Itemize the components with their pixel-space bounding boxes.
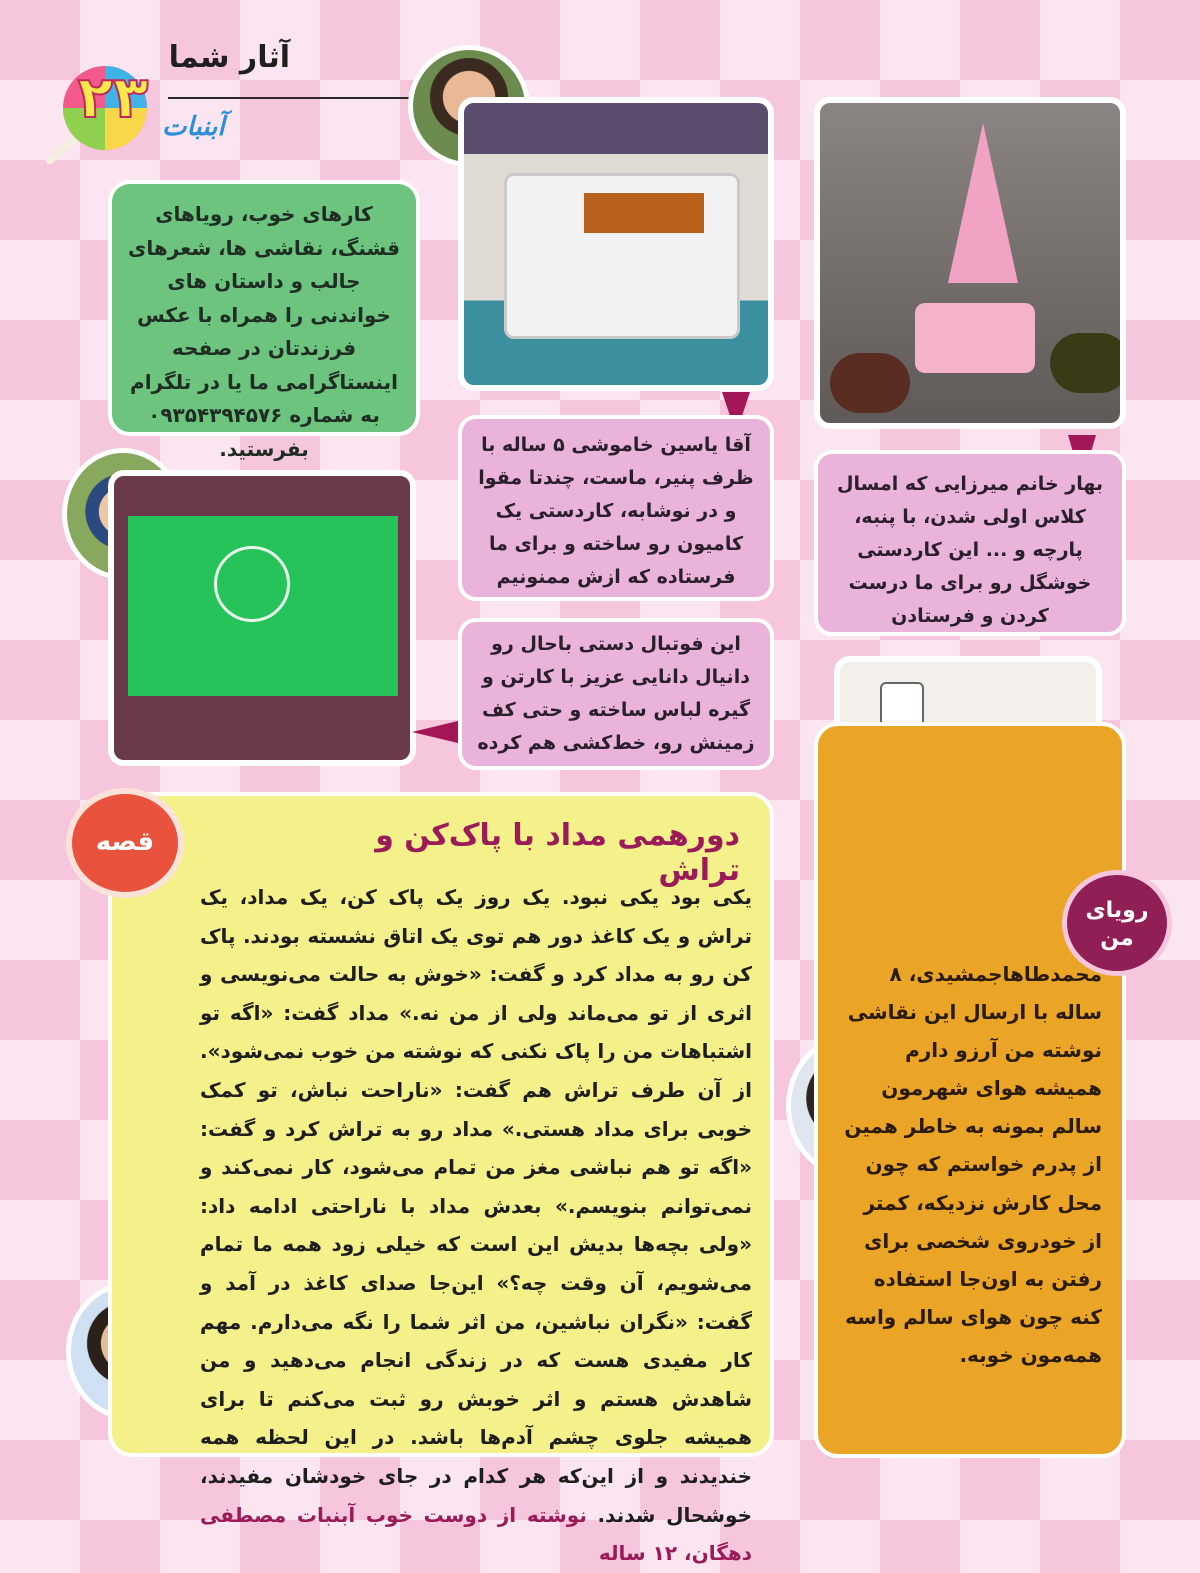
caption-bahar: بهار خانم میرزایی که امسال کلاس اولی شدن، با پنبه، پارچه و ... این کاردستی خوشگل رو برای ما درست کردن و فرستادن xyxy=(814,450,1126,636)
story-body xyxy=(200,878,752,1573)
page-number: ۲۳ xyxy=(77,63,149,131)
dream-text: محمدطاهاجمشیدی، ۸ ساله با ارسال این نقاشی نوشته من آرزو دارم همیشه هوای شهرمون سالم بمونه به خاطر همین از پدرم خواستم که چون محل کارش نزدیکه، کمتر از خودروی شخصی برای رفتن به اون‌جا استفاده کنه چون هوای سالم واسه همه‌مون خوبه. xyxy=(844,962,1102,1367)
submission-info-box: کارهای خوب، رویاهای قشنگ، نقاشی ها، شعرهای جالب و داستان های خواندنی را همراه با عکس فرزندتان در صفحه اینستاگرامی ما یا در تلگرام به شماره ۰۹۳۵۴۳۹۴۵۷۶ بفرستید. xyxy=(108,180,420,436)
dream-badge: رویای من xyxy=(1062,870,1172,976)
caption-daniyal: این فوتبال دستی باحال رو دانیال دانایی عزیز با کارتن و گیره لباس ساخته و حتی کف زمینش رو، خط‌کشی هم کرده xyxy=(458,618,774,770)
section-title: آثار شما xyxy=(168,40,290,75)
bubble-tail xyxy=(412,720,462,744)
story-author: نوشته از دوست خوب آبنبات مصطفی دهگان، ۱۲ ساله xyxy=(200,1502,752,1566)
story-text: یکی بود یکی نبود. یک روز یک پاک کن، یک مداد، یک تراش و یک کاغذ دور هم توی یک اتاق نشسته بودند. پاک کن رو به مداد کرد و گفت: «خوش به حالت می‌نویسی و اثری از تو می‌ماند ولی از من نه.» مداد گفت: «اگه تو اشتباهات من را پاک نکنی که نوشته من خوب نمی‌شود». از آن طرف تراش هم گفت: «ناراحت نباش، تو کمک خوبی برای مداد هستی.» مداد رو به تراش کرد و گفت: «اگه تو هم نباشی مغز من تمام می‌شود، کار نمی‌کند و نمی‌توانم بنویسم.» بعدش مداد با ناراحتی ادامه داد: «ولی بچه‌ها بدیش این است که خیلی زود همه ما تمام می‌شویم، آن وقت چه؟» این‌جا صدای کاغذ در آمد و گفت: «نگران نباشین، من اثر شما را نگه می‌دارم. مهم کار مفیدی هست که در زندگی انجام می‌دهید و من شاهدش هستم و اثر خوبش رو ثبت می‌کنم تا برای همیشه جلوی چشم آدم‌ها باشد. در این لحظه همه خندیدند و از این‌که هر کدام در جای خودشان مفیدند، خوشحال شدند. xyxy=(200,885,753,1527)
caption-yasin: آقا یاسین خاموشی ۵ ساله با ظرف پنیر، ماست، چندتا مقوا و در نوشابه، کاردستی یک کامیون رو ساخته و برای ما فرستاده که ازش ممنونیم xyxy=(458,415,774,601)
story-badge: قصه xyxy=(66,788,184,898)
foosball-craft-photo xyxy=(108,470,416,766)
brand-logo: آبنبات xyxy=(162,112,225,142)
doll-craft-photo xyxy=(814,97,1126,429)
title-divider xyxy=(168,97,418,99)
truck-craft-photo xyxy=(458,97,774,391)
story-title: دورهمی مداد با پاک‌کن و تراش xyxy=(375,818,740,888)
